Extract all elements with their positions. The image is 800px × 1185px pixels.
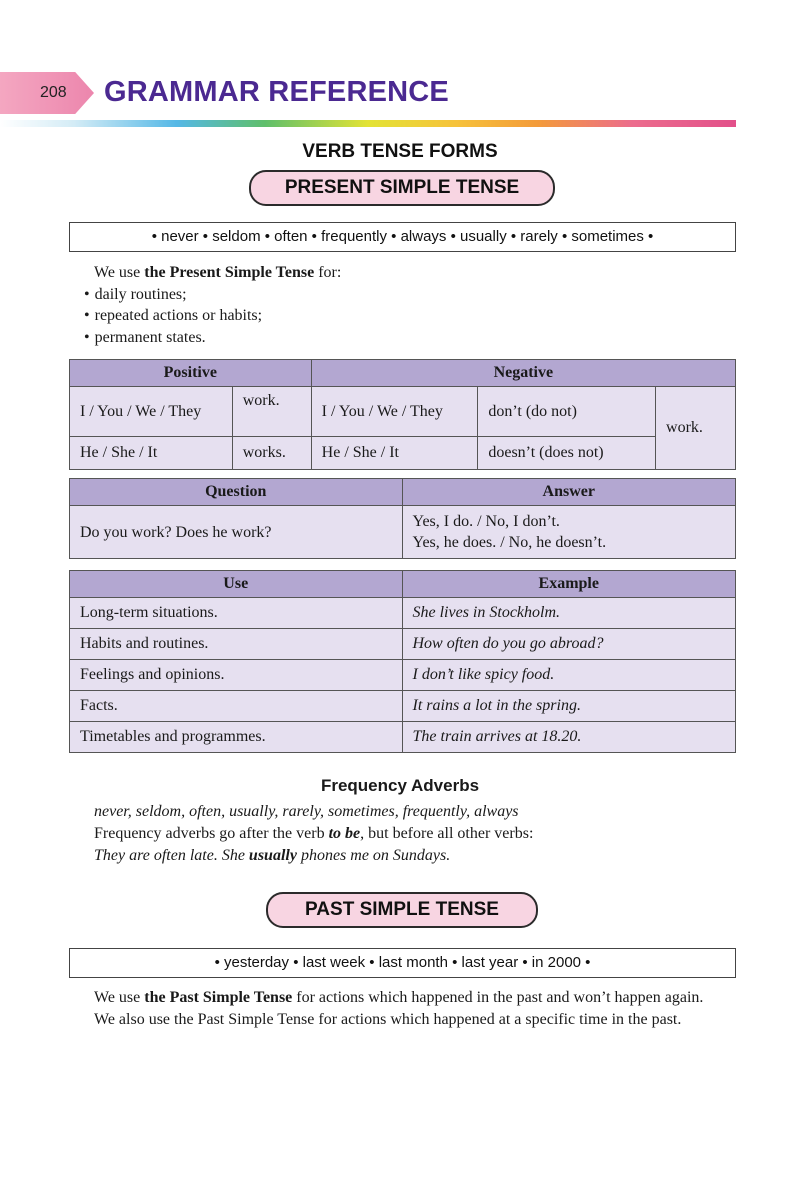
table-cell: work. [232, 387, 311, 437]
frequency-adverbs-title: Frequency Adverbs [320, 776, 480, 795]
positive-negative-table [69, 359, 736, 470]
page-title: GRAMMAR REFERENCE [104, 76, 449, 108]
table-cell: Facts. [70, 691, 403, 722]
past-paragraph-2: We also use the Past Simple Tense for actions which happened at a specific time in the past. [94, 1010, 682, 1028]
past-simple-text [69, 987, 736, 1030]
table-cell: How often do you go abroad? [402, 629, 736, 660]
table-row [70, 437, 736, 470]
table-row [70, 506, 736, 559]
table-cell: don’t (do not) [478, 387, 656, 437]
list-item: • repeated actions or habits; [84, 305, 734, 327]
table-cell: Feelings and opinions. [70, 660, 403, 691]
table-cell: He / She / It [311, 437, 478, 470]
table-cell: He / She / It [70, 437, 233, 470]
use-example-table [69, 570, 736, 753]
table-cell: Yes, I do. / No, I don’t. Yes, he does. / No, he doesn’t. [402, 506, 736, 559]
table-row [70, 629, 736, 660]
table-cell: Timetables and programmes. [70, 722, 403, 753]
table-cell: I / You / We / They [70, 387, 233, 437]
table-cell: work. [656, 387, 736, 470]
table-cell: I don’t like spicy food. [402, 660, 736, 691]
list-item: • daily routines; [84, 284, 734, 306]
table-cell: The train arrives at 18.20. [402, 722, 736, 753]
question-header: Question [70, 479, 403, 506]
present-intro [84, 262, 734, 348]
past-adverbs-box: • yesterday • last week • last month • last year • in 2000 • [69, 948, 736, 978]
negative-header: Negative [311, 360, 735, 387]
table-row [70, 598, 736, 629]
table-cell: It rains a lot in the spring. [402, 691, 736, 722]
answer-header: Answer [402, 479, 736, 506]
positive-header: Positive [70, 360, 312, 387]
rainbow-divider [0, 120, 736, 127]
table-row [70, 387, 736, 437]
present-simple-heading: PRESENT SIMPLE TENSE [249, 170, 555, 206]
table-cell: Do you work? Does he work? [70, 506, 403, 559]
table-cell: She lives in Stockholm. [402, 598, 736, 629]
table-cell: works. [232, 437, 311, 470]
page-number: 208 [40, 84, 67, 101]
past-simple-heading: PAST SIMPLE TENSE [266, 892, 538, 928]
use-header: Use [70, 571, 403, 598]
section-title: VERB TENSE FORMS [302, 141, 498, 162]
table-cell: Long-term situations. [70, 598, 403, 629]
frequency-rule: Frequency adverbs go after the verb to be, but before all other verbs: [94, 825, 534, 842]
table-row [70, 660, 736, 691]
present-uses-list [84, 284, 734, 349]
past-paragraph-1: We use the Past Simple Tense for actions which happened in the past and won’t happen again. [94, 989, 704, 1006]
frequency-adverbs-text [94, 801, 744, 867]
example-header: Example [402, 571, 736, 598]
table-row [70, 691, 736, 722]
present-adverbs-box: • never • seldom • often • frequently • always • usually • rarely • sometimes • [69, 222, 736, 252]
frequency-adverbs-list: never, seldom, often, usually, rarely, sometimes, frequently, always [94, 803, 519, 820]
question-answer-table [69, 478, 736, 559]
table-cell: doesn’t (does not) [478, 437, 656, 470]
present-intro-lead: We use the Present Simple Tense for: [94, 264, 342, 281]
table-cell: Habits and routines. [70, 629, 403, 660]
table-cell: I / You / We / They [311, 387, 478, 437]
list-item: • permanent states. [84, 327, 734, 349]
frequency-example: They are often late. She usually phones me on Sundays. [94, 847, 451, 864]
table-row [70, 722, 736, 753]
